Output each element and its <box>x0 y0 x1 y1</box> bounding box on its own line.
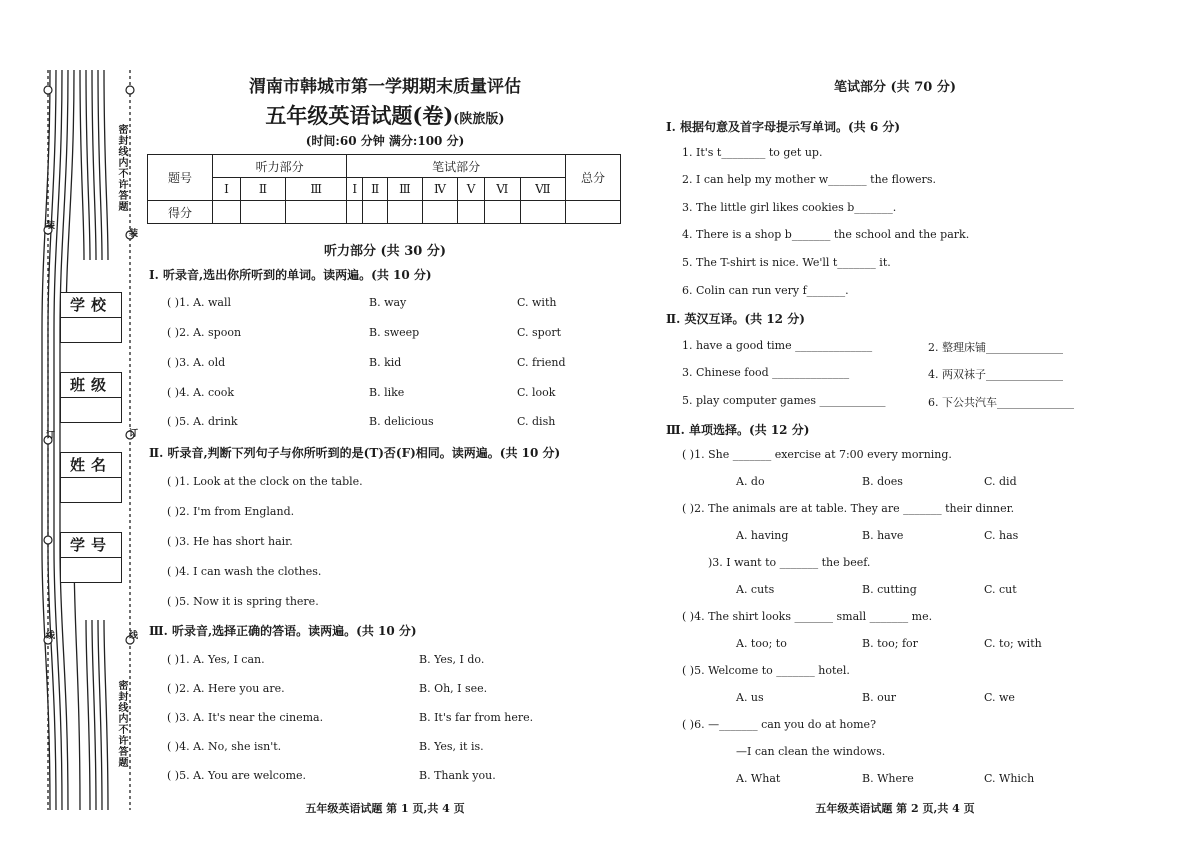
q-c1-a: ( )1. A. Yes, I can. <box>167 653 265 666</box>
mc-5-question: ( )5. Welcome to _______ hotel. <box>682 664 850 677</box>
w-q4: 4. There is a shop b_______ the school and the park. <box>682 228 970 241</box>
trans-3: 3. Chinese food ______________ <box>682 366 850 379</box>
q-a3: ( )3. A. old <box>167 356 226 369</box>
student-no-box <box>60 532 122 583</box>
mc-6-b: B. Where <box>862 772 914 785</box>
w-q6: 6. Colin can run very f_______. <box>682 284 849 297</box>
exam-title: 渭南市韩城市第一学期期末质量评估 <box>249 77 521 97</box>
mc-1-b: B. does <box>862 475 903 488</box>
q-a2: ( )2. A. spoon <box>167 326 242 339</box>
written-header: 笔试部分 (共 70 分) <box>834 80 956 95</box>
q-a4: ( )4. A. cook <box>167 386 235 399</box>
score-row-label: 得分 <box>148 201 213 224</box>
binding-margin <box>40 70 140 810</box>
page-1 <box>145 66 625 826</box>
q-b4: ( )4. I can wash the clothes. <box>167 565 322 578</box>
mc-1-a: A. do <box>736 475 765 488</box>
mc-4-question: ( )4. The shirt looks _______ small _______ me. <box>682 610 933 623</box>
score-table-item: 题号 <box>148 155 213 201</box>
score-table-listening: 听力部分 <box>213 155 347 178</box>
mc-6-c: C. Which <box>984 772 1035 785</box>
exam-subtitle-text: 五年级英语试题(卷) <box>265 103 454 128</box>
class-label: 班级 <box>61 373 121 398</box>
mc-5-c: C. we <box>984 691 1015 704</box>
mc-4-c: C. to; with <box>984 637 1042 650</box>
score-cell[interactable] <box>241 201 286 224</box>
mc-2-b: B. have <box>862 529 904 542</box>
score-cell[interactable] <box>285 201 347 224</box>
binding-mark-ding-right: 订 <box>127 428 137 438</box>
page-2 <box>660 66 1180 826</box>
score-col: Ⅲ <box>285 178 347 201</box>
q-a1-c: C. with <box>517 296 557 309</box>
exam-meta: (时间:60 分钟 满分:100 分) <box>305 134 465 148</box>
mc-6-question: ( )6. —_______ can you do at home? <box>682 718 876 731</box>
w-q2: 2. I can help my mother w_______ the flowers. <box>682 173 936 186</box>
score-table <box>147 154 621 224</box>
q-a3-c: C. friend <box>517 356 566 369</box>
q-c2-a: ( )2. A. Here you are. <box>167 682 285 695</box>
binding-notice-top: 密封线内不许答题 <box>116 124 127 212</box>
score-col: Ⅰ <box>347 178 363 201</box>
mc-2-c: C. has <box>984 529 1019 542</box>
q-b2: ( )2. I'm from England. <box>167 505 295 518</box>
binding-notice-bottom: 密封线内不许答题 <box>116 680 127 768</box>
score-cell[interactable] <box>363 201 388 224</box>
q-a3-b: B. kid <box>369 356 402 369</box>
score-col: Ⅱ <box>363 178 388 201</box>
q-a2-b: B. sweep <box>369 326 420 339</box>
q-b3: ( )3. He has short hair. <box>167 535 293 548</box>
section-1-title: Ⅰ. 听录音,选出你所听到的单词。读两遍。(共 10 分) <box>149 268 432 282</box>
mc-6-a: A. What <box>736 772 781 785</box>
score-cell[interactable] <box>458 201 485 224</box>
mc-3-a: A. cuts <box>736 583 775 596</box>
score-col: Ⅵ <box>484 178 520 201</box>
written-section-3-title: Ⅲ. 单项选择。(共 12 分) <box>666 423 810 437</box>
q-c4-a: ( )4. A. No, she isn't. <box>167 740 282 753</box>
q-c3-b: B. It's far from here. <box>419 711 534 724</box>
q-c3-a: ( )3. A. It's near the cinema. <box>167 711 324 724</box>
score-cell[interactable] <box>422 201 458 224</box>
page-2-footer: 五年级英语试题 第 2 页,共 4 页 <box>815 802 975 815</box>
q-a4-c: C. look <box>517 386 556 399</box>
score-col: Ⅶ <box>520 178 565 201</box>
mc-5-a: A. us <box>736 691 764 704</box>
name-box <box>60 452 122 503</box>
school-label: 学校 <box>61 293 121 318</box>
q-b5: ( )5. Now it is spring there. <box>167 595 319 608</box>
school-field[interactable] <box>61 318 121 342</box>
school-box <box>60 292 122 343</box>
score-cell[interactable] <box>520 201 565 224</box>
q-c5-b: B. Thank you. <box>419 769 496 782</box>
student-no-label: 学号 <box>61 533 121 558</box>
score-cell[interactable] <box>213 201 241 224</box>
trans-4: 4. 两双袜子______________ <box>928 368 1063 381</box>
q-a2-c: C. sport <box>517 326 562 339</box>
mc-5-b: B. our <box>862 691 897 704</box>
w-q3: 3. The little girl likes cookies b_______. <box>682 201 897 214</box>
trans-6: 6. 下公共汽车______________ <box>928 396 1074 409</box>
score-table-total: 总分 <box>566 155 621 201</box>
q-a1: ( )1. A. wall <box>167 296 232 309</box>
binding-mark-ding: 订 <box>44 430 54 440</box>
score-col: Ⅱ <box>241 178 286 201</box>
binding-mark-xian: 线 <box>44 630 54 640</box>
trans-5: 5. play computer games ____________ <box>682 394 886 407</box>
binding-mark-zhuang-right: 装 <box>127 228 137 238</box>
name-label: 姓名 <box>61 453 121 478</box>
mc-3-question: )3. I want to _______ the beef. <box>708 556 871 569</box>
mc-6-answer-line: —I can clean the windows. <box>736 745 886 758</box>
score-cell[interactable] <box>388 201 422 224</box>
q-a5-c: C. dish <box>517 415 556 428</box>
written-section-2-title: Ⅱ. 英汉互译。(共 12 分) <box>666 312 805 326</box>
section-3-title: Ⅲ. 听录音,选择正确的答语。读两遍。(共 10 分) <box>149 624 417 638</box>
mc-2-question: ( )2. The animals are at table. They are _______ their dinner. <box>682 502 1015 515</box>
q-b1: ( )1. Look at the clock on the table. <box>167 475 363 488</box>
mc-3-c: C. cut <box>984 583 1017 596</box>
w-q5: 5. The T-shirt is nice. We'll t_______ it. <box>682 256 891 269</box>
w-q1: 1. It's t________ to get up. <box>682 146 823 159</box>
q-c2-b: B. Oh, I see. <box>419 682 488 695</box>
score-table-written: 笔试部分 <box>347 155 566 178</box>
listening-header: 听力部分 (共 30 分) <box>324 244 446 259</box>
written-section-1-title: Ⅰ. 根据句意及首字母提示写单词。(共 6 分) <box>666 120 901 134</box>
mc-4-b: B. too; for <box>862 637 918 650</box>
class-box <box>60 372 122 423</box>
mc-1-question: ( )1. She _______ exercise at 7:00 every morning. <box>682 448 952 461</box>
exam-edition: (陕旅版) <box>453 112 505 127</box>
mc-3-b: B. cutting <box>862 583 917 596</box>
student-no-field[interactable] <box>61 558 121 582</box>
q-c1-b: B. Yes, I do. <box>419 653 485 666</box>
q-a1-b: B. way <box>369 296 407 309</box>
trans-2: 2. 整理床铺______________ <box>928 341 1063 354</box>
score-col: Ⅳ <box>422 178 458 201</box>
score-col: Ⅲ <box>388 178 422 201</box>
page-1-footer: 五年级英语试题 第 1 页,共 4 页 <box>305 802 465 815</box>
mc-1-c: C. did <box>984 475 1017 488</box>
score-cell[interactable] <box>347 201 363 224</box>
binding-mark-zhuang: 装 <box>44 220 54 230</box>
score-cell[interactable] <box>566 201 621 224</box>
name-field[interactable] <box>61 478 121 502</box>
mc-4-a: A. too; to <box>736 637 787 650</box>
section-2-title: Ⅱ. 听录音,判断下列句子与你所听到的是(T)否(F)相同。读两遍。(共 10 分) <box>149 446 561 460</box>
q-c5-a: ( )5. A. You are welcome. <box>167 769 307 782</box>
q-c4-b: B. Yes, it is. <box>419 740 484 753</box>
score-col: Ⅰ <box>213 178 241 201</box>
q-a5-b: B. delicious <box>369 415 434 428</box>
q-a4-b: B. like <box>369 386 405 399</box>
trans-1: 1. have a good time ______________ <box>682 339 873 352</box>
class-field[interactable] <box>61 398 121 422</box>
mc-2-a: A. having <box>736 529 789 542</box>
q-a5: ( )5. A. drink <box>167 415 238 428</box>
score-col: Ⅴ <box>458 178 485 201</box>
binding-mark-xian-right: 线 <box>127 630 137 640</box>
exam-subtitle <box>145 100 625 130</box>
score-cell[interactable] <box>484 201 520 224</box>
